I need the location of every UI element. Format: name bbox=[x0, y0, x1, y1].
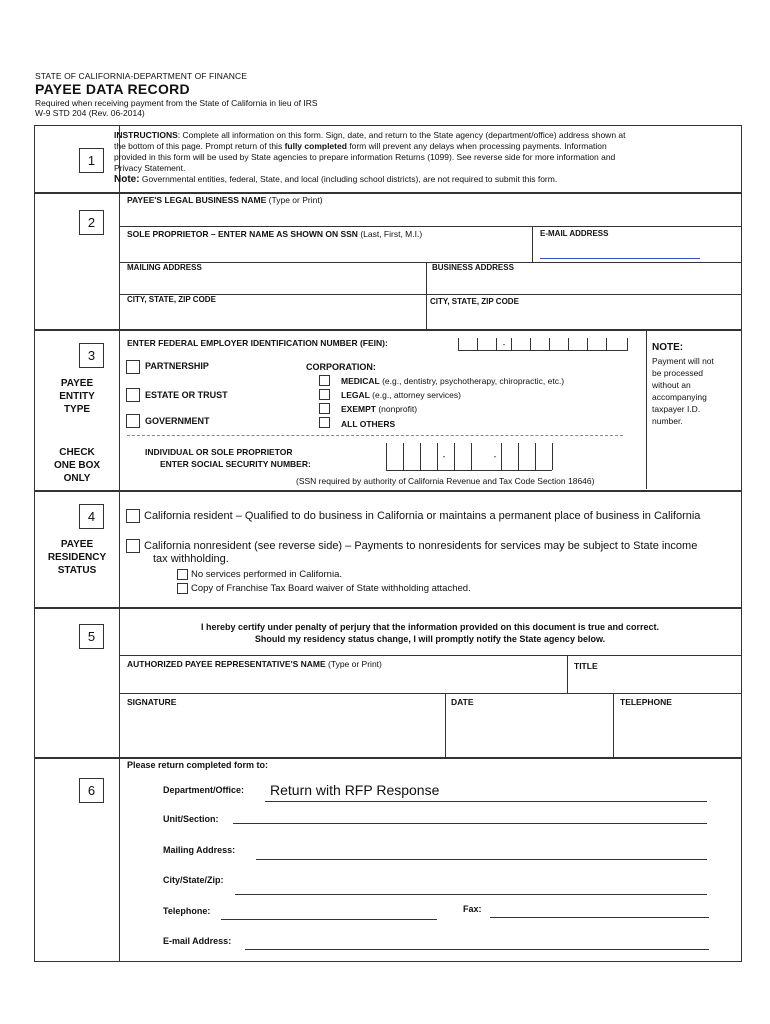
government-label: GOVERNMENT bbox=[145, 416, 210, 426]
exempt-checkbox[interactable] bbox=[319, 403, 330, 414]
fein-digit-separator bbox=[496, 338, 497, 351]
rule bbox=[532, 226, 533, 262]
fein-digit-separator bbox=[587, 338, 588, 351]
section-4-number: 4 bbox=[79, 504, 104, 529]
side-label-line: RESIDENCY bbox=[47, 552, 107, 563]
legal-name-hint: (Type or Print) bbox=[266, 195, 323, 205]
ssn-digit-separator bbox=[518, 443, 519, 470]
payee-residency-status-label bbox=[39, 538, 115, 577]
california-nonresident-label-cont: tax withholding. bbox=[153, 553, 229, 565]
fein-input[interactable] bbox=[458, 336, 628, 351]
business-city-state-zip-label: CITY, STATE, ZIP CODE bbox=[430, 297, 519, 306]
fein-dash: - bbox=[502, 339, 506, 349]
city-state-zip-return-label: City/State/Zip: bbox=[163, 875, 224, 885]
ssn-digit-separator bbox=[535, 443, 536, 470]
mailing-address-return-label: Mailing Address: bbox=[163, 845, 236, 855]
instructions-text-b: the bottom of this page. Prompt return of this bbox=[114, 141, 285, 151]
section-5-number: 5 bbox=[79, 624, 104, 649]
legal-name-label bbox=[127, 195, 323, 205]
ssn-dash-1: - bbox=[442, 451, 446, 461]
all-others-label: ALL OTHERS bbox=[341, 419, 396, 429]
form-subtitle: Required when receiving payment from the State of California in lieu of IRS bbox=[35, 98, 318, 108]
medical-checkbox[interactable] bbox=[319, 375, 330, 386]
business-address-label: BUSINESS ADDRESS bbox=[432, 263, 514, 272]
rule bbox=[646, 329, 647, 489]
instructions-text-a: : Complete all information on this form. Sign, date, and return to the State agency (department/office) address shown at bbox=[177, 130, 626, 140]
sole-prop-name-field[interactable] bbox=[120, 240, 532, 262]
legal-label bbox=[341, 390, 461, 400]
legal-name-label-text: PAYEE'S LEGAL BUSINESS NAME bbox=[127, 195, 267, 205]
certification-statement bbox=[119, 621, 741, 645]
fein-digit-separator bbox=[511, 338, 512, 351]
unit-section-label: Unit/Section: bbox=[163, 814, 219, 824]
medical-label-text: MEDICAL bbox=[341, 376, 380, 386]
legal-hint: (e.g., attorney services) bbox=[369, 390, 461, 400]
instructions-text-d: provided in this form will be used by State agencies to prepare information Returns (1099). See reverse side for more information and bbox=[114, 152, 616, 162]
payee-data-form bbox=[34, 125, 742, 962]
estate-trust-label: ESTATE OR TRUST bbox=[145, 390, 228, 400]
department-label: Department/Office: bbox=[163, 785, 245, 795]
legal-checkbox[interactable] bbox=[319, 389, 330, 400]
agency-name: STATE OF CALIFORNIA-DEPARTMENT OF FINANCE bbox=[35, 71, 248, 81]
ssn-digit-separator bbox=[552, 443, 553, 470]
ssn-digit-separator bbox=[403, 443, 404, 470]
email-return-field[interactable] bbox=[245, 949, 709, 950]
section-2-number: 2 bbox=[79, 210, 104, 235]
side-label-line: TYPE bbox=[63, 404, 91, 415]
individual-label: INDIVIDUAL OR SOLE PROPRIETOR bbox=[145, 447, 293, 457]
partnership-checkbox[interactable] bbox=[126, 360, 140, 374]
dashed-divider bbox=[127, 435, 623, 436]
city-state-zip-field[interactable] bbox=[120, 306, 426, 328]
legal-label-text: LEGAL bbox=[341, 390, 370, 400]
telephone-return-label: Telephone: bbox=[163, 906, 211, 916]
no-services-label: No services performed in California. bbox=[191, 569, 343, 580]
department-underline bbox=[265, 801, 707, 802]
rep-name-field[interactable] bbox=[120, 670, 567, 692]
title-field[interactable] bbox=[568, 672, 740, 692]
email-field[interactable] bbox=[540, 258, 700, 259]
rep-name-label-text: AUTHORIZED PAYEE REPRESENTATIVE'S NAME bbox=[127, 659, 326, 669]
rule bbox=[119, 262, 741, 263]
date-label: DATE bbox=[451, 697, 474, 707]
no-services-checkbox[interactable] bbox=[177, 569, 188, 580]
all-others-checkbox[interactable] bbox=[319, 417, 330, 428]
ssn-digit-separator bbox=[386, 443, 387, 470]
corporation-label: CORPORATION: bbox=[306, 362, 376, 372]
check-one-box-label bbox=[41, 446, 113, 485]
mailing-address-label: MAILING ADDRESS bbox=[127, 263, 202, 272]
email-return-label: E-mail Address: bbox=[163, 936, 232, 946]
note-body bbox=[652, 355, 714, 427]
section-5-bottom-rule bbox=[35, 757, 741, 759]
note-line: without an bbox=[652, 380, 691, 390]
rep-name-hint: (Type or Print) bbox=[325, 659, 382, 669]
california-nonresident-checkbox[interactable] bbox=[126, 539, 140, 553]
form-title: PAYEE DATA RECORD bbox=[35, 81, 190, 97]
estate-trust-checkbox[interactable] bbox=[126, 388, 140, 402]
fein-digit-separator bbox=[627, 338, 628, 351]
business-city-state-zip-field[interactable] bbox=[427, 308, 740, 328]
mailing-address-field[interactable] bbox=[120, 274, 426, 294]
instructions-bold: fully completed bbox=[284, 141, 347, 151]
ftb-waiver-label: Copy of Franchise Tax Board waiver of State withholding attached. bbox=[191, 583, 471, 594]
fein-digit-separator bbox=[477, 338, 478, 351]
fein-label: ENTER FEDERAL EMPLOYER IDENTIFICATION NUMBER (FEIN): bbox=[127, 338, 388, 348]
telephone-field[interactable] bbox=[614, 708, 740, 756]
instructions-text-e: Privacy Statement. bbox=[114, 163, 186, 173]
unit-section-field[interactable] bbox=[233, 823, 707, 824]
fein-digit-separator bbox=[549, 338, 550, 351]
section-6-number: 6 bbox=[79, 778, 104, 803]
business-address-field[interactable] bbox=[427, 274, 740, 294]
exempt-hint: (nonprofit) bbox=[375, 404, 418, 414]
note-line: accompanying bbox=[652, 392, 707, 402]
sole-prop-label-text: SOLE PROPRIETOR – ENTER NAME AS SHOWN ON SSN bbox=[127, 229, 358, 239]
side-label-line: ONLY bbox=[63, 473, 91, 484]
note-label: Note: bbox=[114, 174, 140, 185]
section-4-bottom-rule bbox=[35, 607, 741, 609]
fein-digit-separator bbox=[606, 338, 607, 351]
payee-entity-type-label bbox=[41, 377, 113, 416]
rule bbox=[119, 693, 741, 694]
sole-prop-label bbox=[127, 229, 422, 239]
rep-name-label bbox=[127, 659, 382, 669]
fax-return-field[interactable] bbox=[490, 917, 709, 918]
signature-field[interactable] bbox=[120, 708, 445, 756]
side-label-line: PAYEE bbox=[60, 539, 94, 550]
section-3-bottom-rule bbox=[35, 490, 741, 492]
medical-label bbox=[341, 376, 564, 386]
section-1-number: 1 bbox=[79, 148, 104, 173]
title-label: TITLE bbox=[574, 661, 598, 671]
fax-return-label: Fax: bbox=[463, 904, 482, 914]
government-checkbox[interactable] bbox=[126, 414, 140, 428]
note-line: number. bbox=[652, 416, 683, 426]
rule bbox=[119, 226, 741, 227]
note-line: Payment will not bbox=[652, 356, 714, 366]
department-value[interactable]: Return with RFP Response bbox=[270, 782, 440, 798]
legal-name-field[interactable] bbox=[120, 206, 740, 226]
side-label-line: STATUS bbox=[57, 565, 97, 576]
signature-label: SIGNATURE bbox=[127, 697, 177, 707]
side-label-line: CHECK bbox=[59, 447, 95, 458]
telephone-label: TELEPHONE bbox=[620, 697, 672, 707]
ssn-label: ENTER SOCIAL SECURITY NUMBER: bbox=[160, 459, 311, 469]
certify-line: I hereby certify under penalty of perjury that the information provided on this document is true and correct. bbox=[200, 622, 660, 632]
telephone-return-field[interactable] bbox=[221, 919, 437, 920]
ssn-digit-separator bbox=[471, 443, 472, 470]
ssn-digit-separator bbox=[501, 443, 502, 470]
ssn-input[interactable] bbox=[386, 456, 552, 471]
date-field[interactable] bbox=[446, 708, 613, 756]
side-label-line: ENTITY bbox=[59, 391, 95, 402]
note-line: be processed bbox=[652, 368, 704, 378]
note-text: Governmental entities, federal, State, and local (including school districts), are not required to submit this form. bbox=[139, 174, 558, 184]
note-title: NOTE: bbox=[652, 342, 684, 353]
return-to-label: Please return completed form to: bbox=[127, 760, 269, 770]
sole-prop-hint: (Last, First, M.I.) bbox=[357, 229, 423, 239]
note-line: taxpayer I.D. bbox=[652, 404, 701, 414]
side-label-line: PAYEE bbox=[60, 378, 94, 389]
exempt-label bbox=[341, 404, 417, 414]
instructions-text-c: form will prevent any delays when processing payments. Information bbox=[346, 141, 607, 151]
side-label-line: ONE BOX bbox=[53, 460, 101, 471]
ftb-waiver-checkbox[interactable] bbox=[177, 583, 188, 594]
section-1-bottom-rule bbox=[35, 192, 741, 194]
ssn-note: (SSN required by authority of California Revenue and Tax Code Section 18646) bbox=[296, 476, 595, 486]
certify-line: Should my residency status change, I will promptly notify the State agency below. bbox=[254, 634, 606, 644]
fein-digit-separator bbox=[568, 338, 569, 351]
section-2-bottom-rule bbox=[35, 329, 741, 331]
ssn-digit-separator bbox=[437, 443, 438, 470]
mailing-address-return-field[interactable] bbox=[256, 859, 707, 860]
ssn-digit-separator bbox=[420, 443, 421, 470]
city-state-zip-label: CITY, STATE, ZIP CODE bbox=[127, 295, 216, 304]
form-number: W-9 STD 204 (Rev. 06-2014) bbox=[35, 108, 145, 118]
fein-digit-separator bbox=[530, 338, 531, 351]
partnership-label: PARTNERSHIP bbox=[145, 361, 209, 371]
city-state-zip-return-field[interactable] bbox=[235, 894, 707, 895]
medical-hint: (e.g., dentistry, psychotherapy, chiropractic, etc.) bbox=[379, 376, 565, 386]
fein-digit-separator bbox=[458, 338, 459, 351]
california-resident-checkbox[interactable] bbox=[126, 509, 140, 523]
instructions-block bbox=[114, 130, 739, 185]
instructions-label: INSTRUCTIONS bbox=[114, 130, 178, 140]
section-3-number: 3 bbox=[79, 343, 104, 368]
rule bbox=[119, 655, 741, 656]
email-label: E-MAIL ADDRESS bbox=[540, 229, 609, 238]
california-nonresident-label: California nonresident (see reverse side) – Payments to nonresidents for services may be subject to State income bbox=[144, 540, 698, 552]
ssn-digit-separator bbox=[454, 443, 455, 470]
exempt-label-text: EXEMPT bbox=[341, 404, 376, 414]
ssn-dash-2: - bbox=[493, 451, 497, 461]
california-resident-label: California resident – Qualified to do business in California or maintains a permanent place of business in California bbox=[144, 510, 701, 522]
